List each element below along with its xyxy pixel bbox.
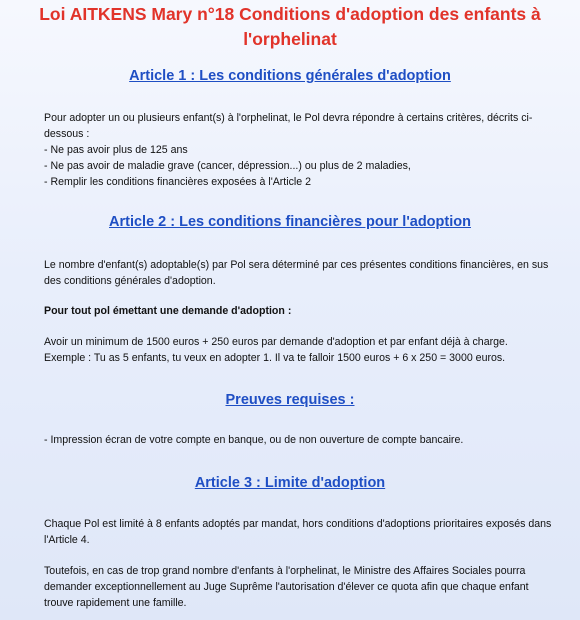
article-1-heading[interactable]: Article 1 : Les conditions générales d'adoption (129, 68, 451, 84)
page-title-line-1: Loi AITKENS Mary n°18 Conditions d'adoption des enfants à (39, 4, 541, 24)
article-1-intro (44, 110, 554, 190)
article-2-rule-line-2: Exemple : Tu as 5 enfants, tu veux en adopter 1. Il va te falloir 1500 euros + 6 x 250 = 3000 euros. (44, 352, 506, 364)
article-3-p2-line-3: trouve rapidement une famille. (44, 597, 187, 609)
article-1-intro-line-2: dessous : (44, 128, 90, 140)
article-1-intro-line-1: Pour adopter un ou plusieurs enfant(s) à l'orphelinat, le Pol devra répondre à certains critères, décrits ci- (44, 112, 533, 124)
article-2-intro (44, 257, 554, 289)
article-2-intro-line-2: des conditions générales d'adoption. (44, 275, 216, 287)
article-3-paragraph-2 (44, 563, 554, 611)
page-title-line-2: l'orphelinat (243, 29, 337, 49)
article-1-criterion-1: - Ne pas avoir plus de 125 ans (44, 144, 188, 156)
article-3-paragraph-1 (44, 516, 554, 548)
article-2-rule (44, 334, 554, 366)
proofs-heading[interactable]: Preuves requises : (225, 392, 355, 408)
article-3-heading[interactable]: Article 3 : Limite d'adoption (194, 475, 386, 491)
proofs-text: - Impression écran de votre compte en banque, ou de non ouverture de compte bancaire. (44, 434, 464, 446)
article-3-p1-line-2: l'Article 4. (44, 534, 90, 546)
article-3-p1-line-1: Chaque Pol est limité à 8 enfants adoptés par mandat, hors conditions d'adoptions prioritaires exposés dans (44, 518, 552, 530)
article-3-p2-line-2: demander exceptionnellement au Juge Suprême l'autorisation d'élever ce quota afin que chaque enfant (44, 581, 529, 593)
article-2-intro-line-1: Le nombre d'enfant(s) adoptable(s) par Pol sera déterminé par ces présentes conditions financières, en sus (44, 259, 549, 271)
article-2-bold-statement: Pour tout pol émettant une demande d'adoption : (44, 305, 292, 317)
article-2-heading[interactable]: Article 2 : Les conditions financières pour l'adoption (109, 214, 471, 230)
article-1-criterion-3: - Remplir les conditions financières exposées à l'Article 2 (44, 176, 311, 188)
article-1-criterion-2: - Ne pas avoir de maladie grave (cancer, dépression...) ou plus de 2 maladies, (44, 160, 411, 172)
page-title (20, 2, 560, 52)
article-2-rule-line-1: Avoir un minimum de 1500 euros + 250 euros par demande d'adoption et par enfant déjà à charge. (44, 336, 508, 348)
article-3-p2-line-1: Toutefois, en cas de trop grand nombre d'enfants à l'orphelinat, le Ministre des Affaires Sociales pourra (44, 565, 526, 577)
